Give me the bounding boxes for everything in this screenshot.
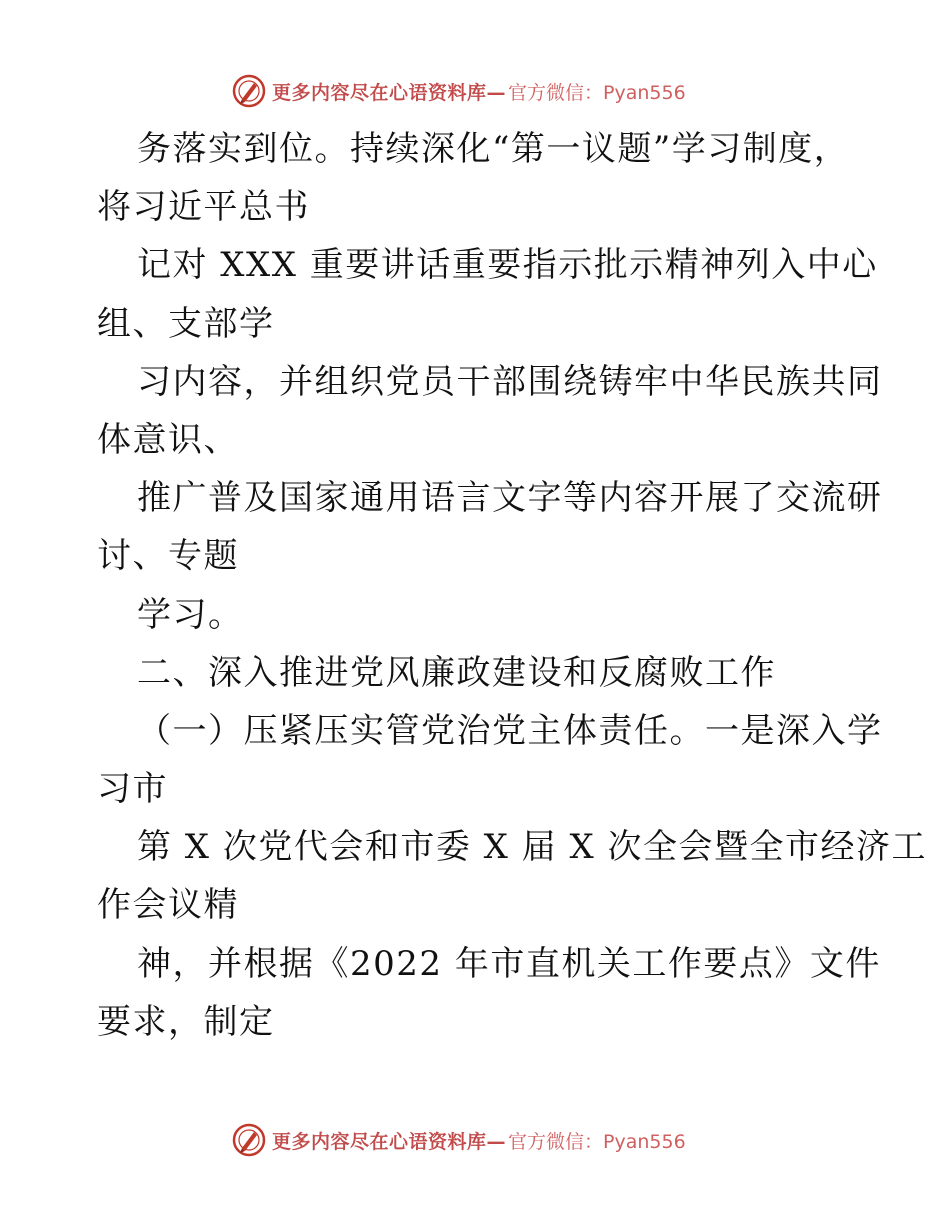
watermark-wechat: 官方微信：Pyan556 <box>508 81 686 104</box>
text-line: 务落实到位。持续深化“第一议题”学习制度， <box>137 129 850 169</box>
document-body <box>97 120 927 1051</box>
pen-logo-icon <box>232 1123 266 1157</box>
text-line: 第 X 次党代会和市委 X 届 X 次全会暨全市经济工 <box>137 827 927 868</box>
text-line: 讨、专题 <box>97 536 239 577</box>
text-line: 习市 <box>97 769 168 810</box>
text-line: 推广普及国家通用语言文字等内容开展了交流研 <box>137 478 883 519</box>
watermark-text: 更多内容尽在心语资料库— <box>272 1130 507 1153</box>
text-line: 作会议精 <box>97 885 239 926</box>
text-line: 将习近平总书 <box>97 187 310 228</box>
text-line: 神，并根据《2022 年市直机关工作要点》文件 <box>137 943 881 984</box>
watermark-wechat: 官方微信：Pyan556 <box>508 1130 686 1153</box>
section-heading: 二、深入推进党风廉政建设和反腐败工作 <box>137 652 776 693</box>
text-line: （一）压紧压实管党治党主体责任。一是深入学 <box>137 710 883 751</box>
text-line: 组、支部学 <box>97 303 275 344</box>
text-line: 习内容，并组织党员干部围绕铸牢中华民族共同 <box>137 361 883 402</box>
watermark-footer <box>232 1122 686 1158</box>
text-line: 记对 XXX 重要讲话重要指示批示精神列入中心 <box>137 245 878 286</box>
pen-logo-icon <box>232 74 266 108</box>
text-line: 体意识、 <box>97 419 239 460</box>
watermark-text: 更多内容尽在心语资料库— <box>272 81 507 104</box>
watermark-header <box>232 73 686 109</box>
text-line: 要求，制定 <box>97 1001 275 1042</box>
text-line: 学习。 <box>137 594 244 635</box>
